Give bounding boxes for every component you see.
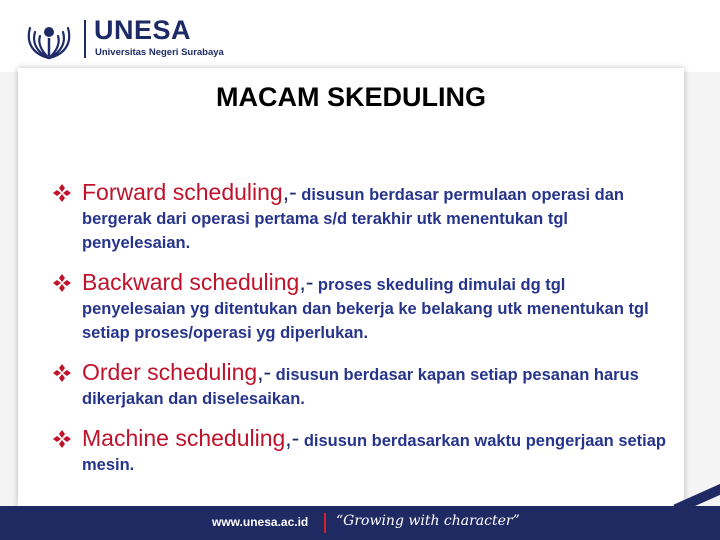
- footer-url[interactable]: www.unesa.ac.id: [212, 515, 309, 529]
- list-item: [48, 426, 673, 478]
- list-item: [48, 360, 673, 412]
- page-title: MACAM SKEDULING: [216, 82, 486, 112]
- slide-content: [18, 68, 684, 506]
- footer-divider: [324, 513, 326, 533]
- diamond-bullet-icon: [52, 429, 72, 449]
- scheduling-list: [48, 180, 673, 492]
- diamond-bullet-icon: [52, 273, 72, 293]
- item-term: Order scheduling: [82, 359, 258, 385]
- item-separator: ,-: [257, 359, 272, 385]
- footer: [0, 506, 720, 540]
- brand-subtitle: Universitas Negeri Surabaya: [95, 47, 224, 58]
- list-item: [48, 270, 673, 346]
- diamond-bullet-icon: [52, 183, 72, 203]
- list-item: [48, 180, 673, 256]
- footer-tagline: “Growing with character”: [336, 513, 520, 529]
- item-separator: ,-: [299, 269, 314, 295]
- unesa-logo-icon: [22, 14, 76, 62]
- item-term: Forward scheduling: [82, 179, 283, 205]
- item-separator: ,-: [282, 179, 297, 205]
- brand-name: UNESA: [94, 15, 192, 45]
- item-description: proses skeduling dimulai dg tgl penyelesaian yg ditentukan dan bekerja ke belakang utk menentukan tgl setiap proses/operasi yg diperlukan.: [82, 276, 649, 342]
- item-term: Backward scheduling: [82, 269, 300, 295]
- logo-divider: [84, 20, 86, 58]
- item-description: disusun berdasar permulaan operasi dan bergerak dari operasi pertama s/d terakhir utk menentukan tgl penyelesaian.: [82, 186, 624, 252]
- item-separator: ,-: [285, 425, 300, 451]
- item-term: Machine scheduling: [82, 425, 286, 451]
- diamond-bullet-icon: [52, 363, 72, 383]
- item-description: disusun berdasarkan waktu pengerjaan setiap mesin.: [82, 432, 667, 474]
- header: [0, 0, 720, 72]
- item-description: disusun berdasar kapan setiap pesanan harus dikerjakan dan diselesaikan.: [82, 366, 639, 408]
